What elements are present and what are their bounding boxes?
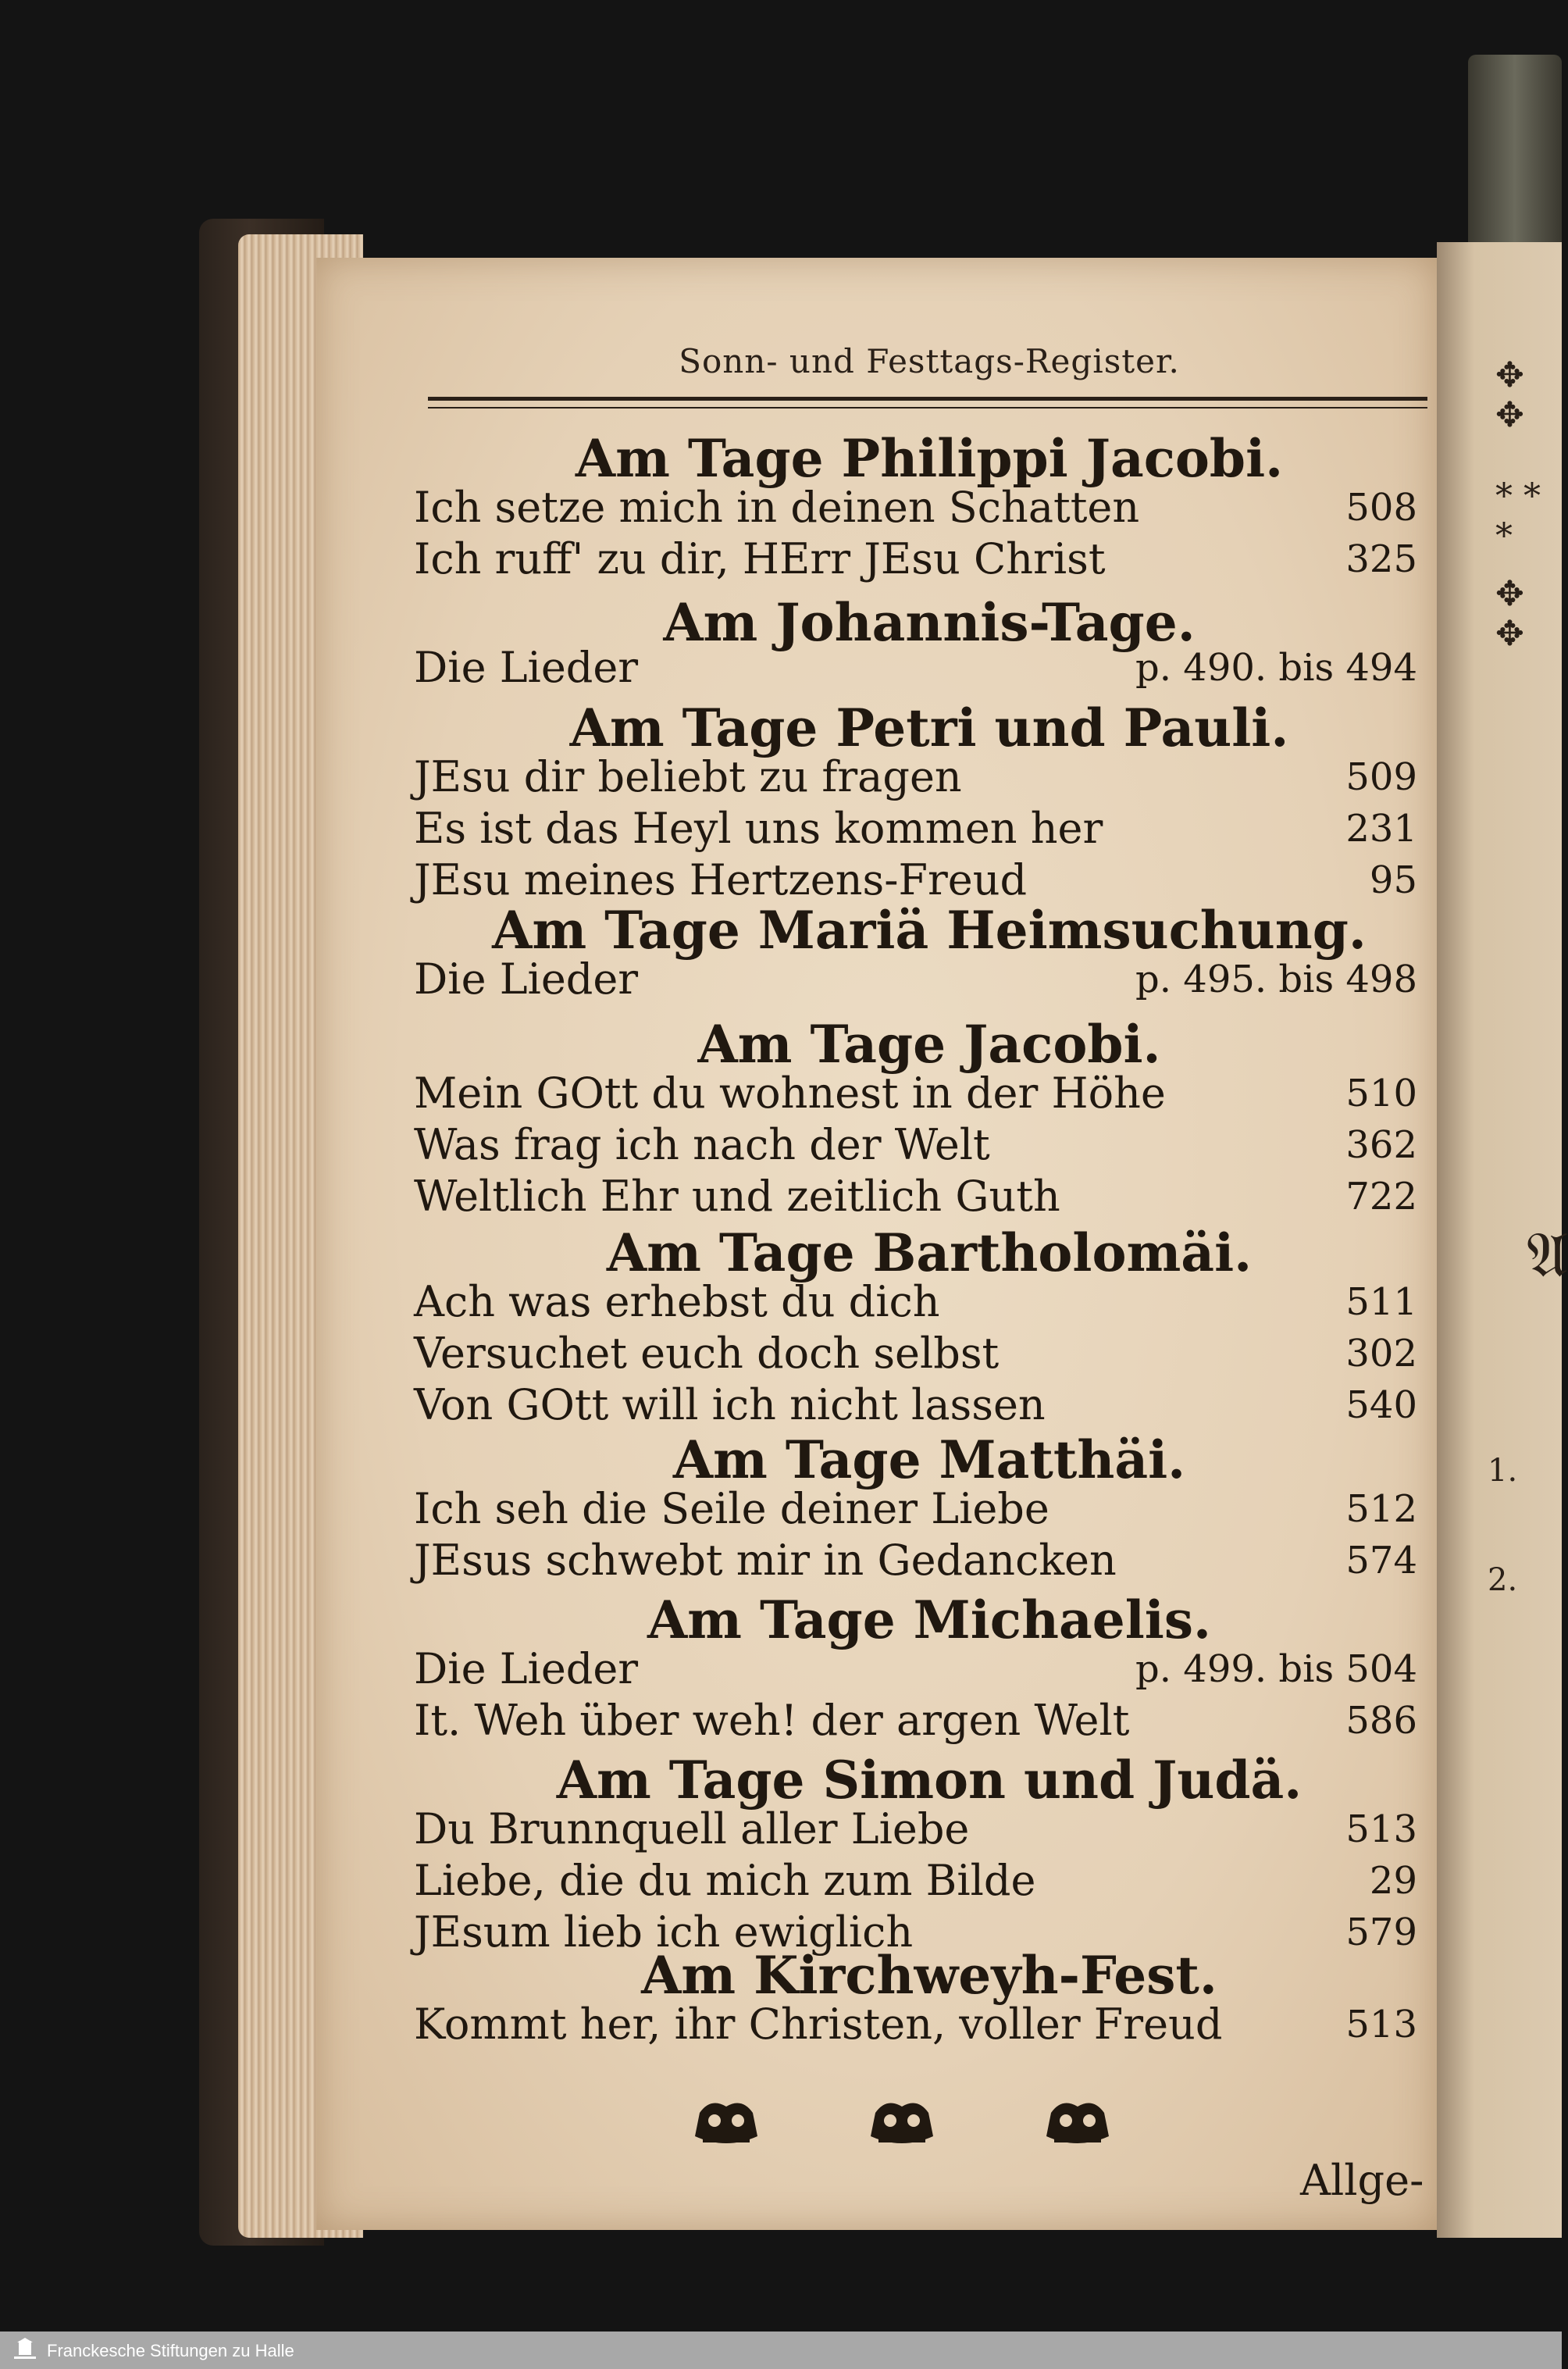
page-reference: 586 xyxy=(1345,1699,1417,1743)
hymn-title: JEsu meines Hertzens-Freud xyxy=(414,855,1028,904)
section-heading: Am Tage Michaelis. xyxy=(647,1589,1212,1650)
hymn-title: Versuchet euch doch selbst xyxy=(414,1329,1000,1378)
register-entry xyxy=(414,1856,1417,1906)
catchword: Allge- xyxy=(1300,2156,1424,2205)
register-entry xyxy=(414,1536,1417,1586)
hymn-title: Von GOtt will ich nicht lassen xyxy=(414,1380,1046,1429)
hymn-title: It. Weh über weh! der argen Welt xyxy=(414,1696,1130,1745)
page-reference: p. 490. bis 494 xyxy=(1135,646,1417,690)
page-reference: 302 xyxy=(1345,1332,1417,1375)
footer-credit: Franckesche Stiftungen zu Halle xyxy=(47,2341,294,2360)
page-reference: 512 xyxy=(1345,1487,1417,1531)
page-reference: 513 xyxy=(1345,1807,1417,1851)
hymn-title: Liebe, die du mich zum Bilde xyxy=(414,1856,1036,1905)
hymn-title: Du Brunnquell aller Liebe xyxy=(414,1804,970,1853)
crown-ornament-icon xyxy=(687,2089,765,2152)
register-entry xyxy=(414,804,1417,854)
register-entry xyxy=(414,1277,1417,1327)
page-reference: 95 xyxy=(1369,858,1417,902)
register-entry xyxy=(414,1329,1417,1379)
hymn-title: JEsus schwebt mir in Gedancken xyxy=(414,1536,1117,1585)
register-entry xyxy=(414,1644,1417,1694)
hymn-title: Die Lieder xyxy=(414,954,639,1004)
page-reference: p. 495. bis 498 xyxy=(1135,958,1417,1001)
page-reference: 325 xyxy=(1345,537,1417,581)
section-heading: Am Tage Simon und Judä. xyxy=(556,1750,1303,1811)
register-entry xyxy=(414,2000,1417,2050)
register-entry xyxy=(414,1804,1417,1854)
opposite-page-ornament-icon: * * * xyxy=(1495,476,1541,556)
opposite-page-ornament-icon: ✥ ✥ xyxy=(1495,355,1524,435)
book-clasp xyxy=(1468,55,1562,266)
hymn-title: Was frag ich nach der Welt xyxy=(414,1120,990,1169)
register-entry xyxy=(414,643,1417,693)
section-heading: Am Tage Bartholomäi. xyxy=(606,1222,1253,1283)
hymn-title: Die Lieder xyxy=(414,1644,639,1693)
hymn-title: Kommt her, ihr Christen, voller Freud xyxy=(414,2000,1223,2049)
register-entry xyxy=(414,1120,1417,1170)
register-entry xyxy=(414,1380,1417,1430)
institution-logo-icon xyxy=(11,2338,39,2366)
register-entry xyxy=(414,483,1417,533)
register-entry xyxy=(414,534,1417,584)
page-reference: 511 xyxy=(1345,1280,1417,1324)
page-reference: 29 xyxy=(1369,1859,1417,1903)
opposite-page-ornament-icon: ✥ ✥ xyxy=(1495,574,1524,654)
page-reference: 231 xyxy=(1345,807,1417,851)
hymn-title: Ich ruff' zu dir, HErr JEsu Christ xyxy=(414,534,1106,583)
page-reference: 722 xyxy=(1345,1175,1417,1218)
header-rule xyxy=(428,407,1427,409)
page-reference: 362 xyxy=(1345,1123,1417,1167)
crown-ornament-icon xyxy=(863,2089,941,2152)
hymn-title: Die Lieder xyxy=(414,643,639,692)
opposite-page-heading-fragment-icon: 𝔄 xyxy=(1527,1218,1568,1291)
section-heading: Am Tage Petri und Pauli. xyxy=(569,697,1289,758)
register-entry xyxy=(414,1484,1417,1534)
page-reference: 509 xyxy=(1345,755,1417,799)
opposite-page-number-fragment-icon: 1. xyxy=(1488,1453,1518,1489)
register-entry xyxy=(414,1069,1417,1118)
hymn-title: Ach was erhebst du dich xyxy=(414,1277,940,1326)
hymn-title: Mein GOtt du wohnest in der Höhe xyxy=(414,1069,1166,1118)
section-heading: Am Tage Jacobi. xyxy=(697,1014,1161,1075)
page-reference: 579 xyxy=(1345,1911,1417,1954)
page-reference: p. 499. bis 504 xyxy=(1135,1647,1417,1691)
register-entry xyxy=(414,752,1417,802)
page-reference: 574 xyxy=(1345,1539,1417,1582)
page-reference: 510 xyxy=(1345,1072,1417,1115)
header-rule xyxy=(428,397,1427,401)
section-heading: Am Johannis-Tage. xyxy=(663,592,1196,653)
section-heading: Am Kirchweyh-Fest. xyxy=(641,1945,1217,2006)
page-reference: 513 xyxy=(1345,2003,1417,2046)
hymn-title: Ich setze mich in deinen Schatten xyxy=(414,483,1140,532)
section-heading: Am Tage Philippi Jacobi. xyxy=(575,428,1284,489)
register-entry xyxy=(414,855,1417,905)
section-heading: Am Tage Matthäi. xyxy=(672,1429,1186,1490)
page-reference: 508 xyxy=(1345,486,1417,530)
page-reference: 540 xyxy=(1345,1383,1417,1427)
register-entry xyxy=(414,1172,1417,1222)
running-head: Sonn- und Festtags-Register. xyxy=(679,342,1180,380)
register-entry xyxy=(414,954,1417,1004)
hymn-title: JEsum lieb ich ewiglich xyxy=(414,1907,914,1957)
register-entry xyxy=(414,1696,1417,1746)
hymn-title: Ich seh die Seile deiner Liebe xyxy=(414,1484,1049,1533)
tail-ornaments xyxy=(687,2089,1156,2175)
opposite-page-number-fragment-icon: 2. xyxy=(1488,1562,1518,1598)
hymn-title: JEsu dir beliebt zu fragen xyxy=(414,752,962,801)
hymn-title: Weltlich Ehr und zeitlich Guth xyxy=(414,1172,1060,1221)
hymn-title: Es ist das Heyl uns kommen her xyxy=(414,804,1103,853)
section-heading: Am Tage Mariä Heimsuchung. xyxy=(492,900,1367,961)
crown-ornament-icon xyxy=(1039,2089,1117,2152)
